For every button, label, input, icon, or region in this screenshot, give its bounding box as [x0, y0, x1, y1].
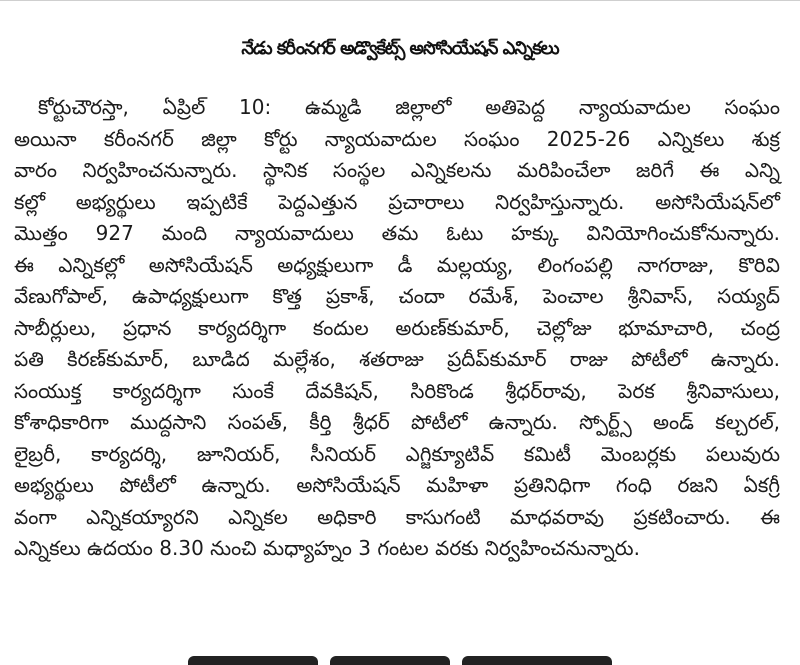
article-line: కోర్టుచౌరస్తా, ఏప్రిల్ 10: ఉమ్మడి జిల్లాలో అతిపెద్ద న్యాయవాదుల సంఘం: [38, 95, 780, 119]
cropped-next-headline: [0, 650, 800, 665]
article-line: ఎన్నికలు ఉదయం 8.30 నుంచి మధ్యాహ్నం 3 గంటల వరకు నిర్వహించనున్నారు.: [14, 536, 640, 560]
article-line: అయినా కరీంనగర్ జిల్లా కోర్టు న్యాయవాదుల సంఘం 2025-26 ఎన్నికలు శుక్ర: [14, 126, 780, 151]
top-divider-rule: [0, 0, 800, 10]
article-line: కోశాధికారిగా ముద్దసాని సంపత్, కీర్తి శ్రీధర్ పోటీలో ఉన్నారు. స్పోర్ట్స్ అండ్ కల్చరల్,: [14, 410, 780, 434]
article-line: పతి కిరణ్‌కుమార్, బూడిద మల్లేశం, శతరాజు ప్రదీప్‌కుమార్ రాజు పోటీలో ఉన్నారు.: [14, 347, 780, 371]
cropped-glyph-fragment: [462, 656, 612, 665]
article-line: వేణుగోపాల్, ఉపాధ్యక్షులుగా కొత్త ప్రకాశ్, చందా రమేశ్, పెంచాల శ్రీనివాస్, సయ్యద్: [14, 284, 780, 308]
cropped-glyph-fragment: [330, 656, 450, 665]
article-line: కల్లో అభ్యర్థులు ఇప్పటికే పెద్దఎత్తున ప్రచారాలు నిర్వహిస్తున్నారు. అసోసియేషన్‌లో: [14, 189, 780, 214]
article-line: మొత్తం 927 మంది న్యాయవాదులు తమ ఓటు హక్కు వినియోగించుకోనున్నారు.: [14, 221, 780, 245]
article-line: అభ్యర్థులు పోటీలో ఉన్నారు. అసోసియేషన్ మహిళా ప్రతినిధిగా గంధి రజని ఏకగ్రీ: [14, 473, 780, 497]
cropped-glyph-fragment: [188, 656, 318, 665]
article-line: సంయుక్త కార్యదర్శిగా సుంకే దేవకిషన్, సిరికొండ శ్రీధర్‌రావు, పెరక శ్రీనివాసులు,: [14, 378, 780, 403]
article-line: వారం నిర్వహించనున్నారు. స్థానిక సంస్థల ఎన్నికలను మరిపించేలా జరిగే ఈ ఎన్ని: [14, 158, 780, 182]
article-body: [14, 92, 780, 565]
article-line: లైబ్రరీ, కార్యదర్శి, జూనియర్, సీనియర్ ఎగ్జిక్యూటివ్ కమిటీ మెంబర్లకు పలువురు: [14, 441, 780, 466]
article-line: వంగా ఎన్నికయ్యారని ఎన్నికల అధికారి కాసుగంటి మాధవరావు ప్రకటించారు. ఈ: [14, 504, 780, 529]
article-line: ఈ ఎన్నికల్లో అసోసియేషన్ అధ్యక్షులుగా డీ మల్లయ్య, లింగంపల్లి నాగరాజు, కొరివి: [14, 252, 780, 277]
article-headline: నేడు కరీంనగర్ అడ్వొకేట్స్ అసోసియేషన్ ఎన్నికలు: [241, 38, 559, 59]
article-line: సాబీర్లులు, ప్రధాన కార్యదర్శిగా కందుల అరుణ్‌కుమార్, చెల్లోజు భూమాచారి, చంద్ర: [14, 315, 780, 340]
